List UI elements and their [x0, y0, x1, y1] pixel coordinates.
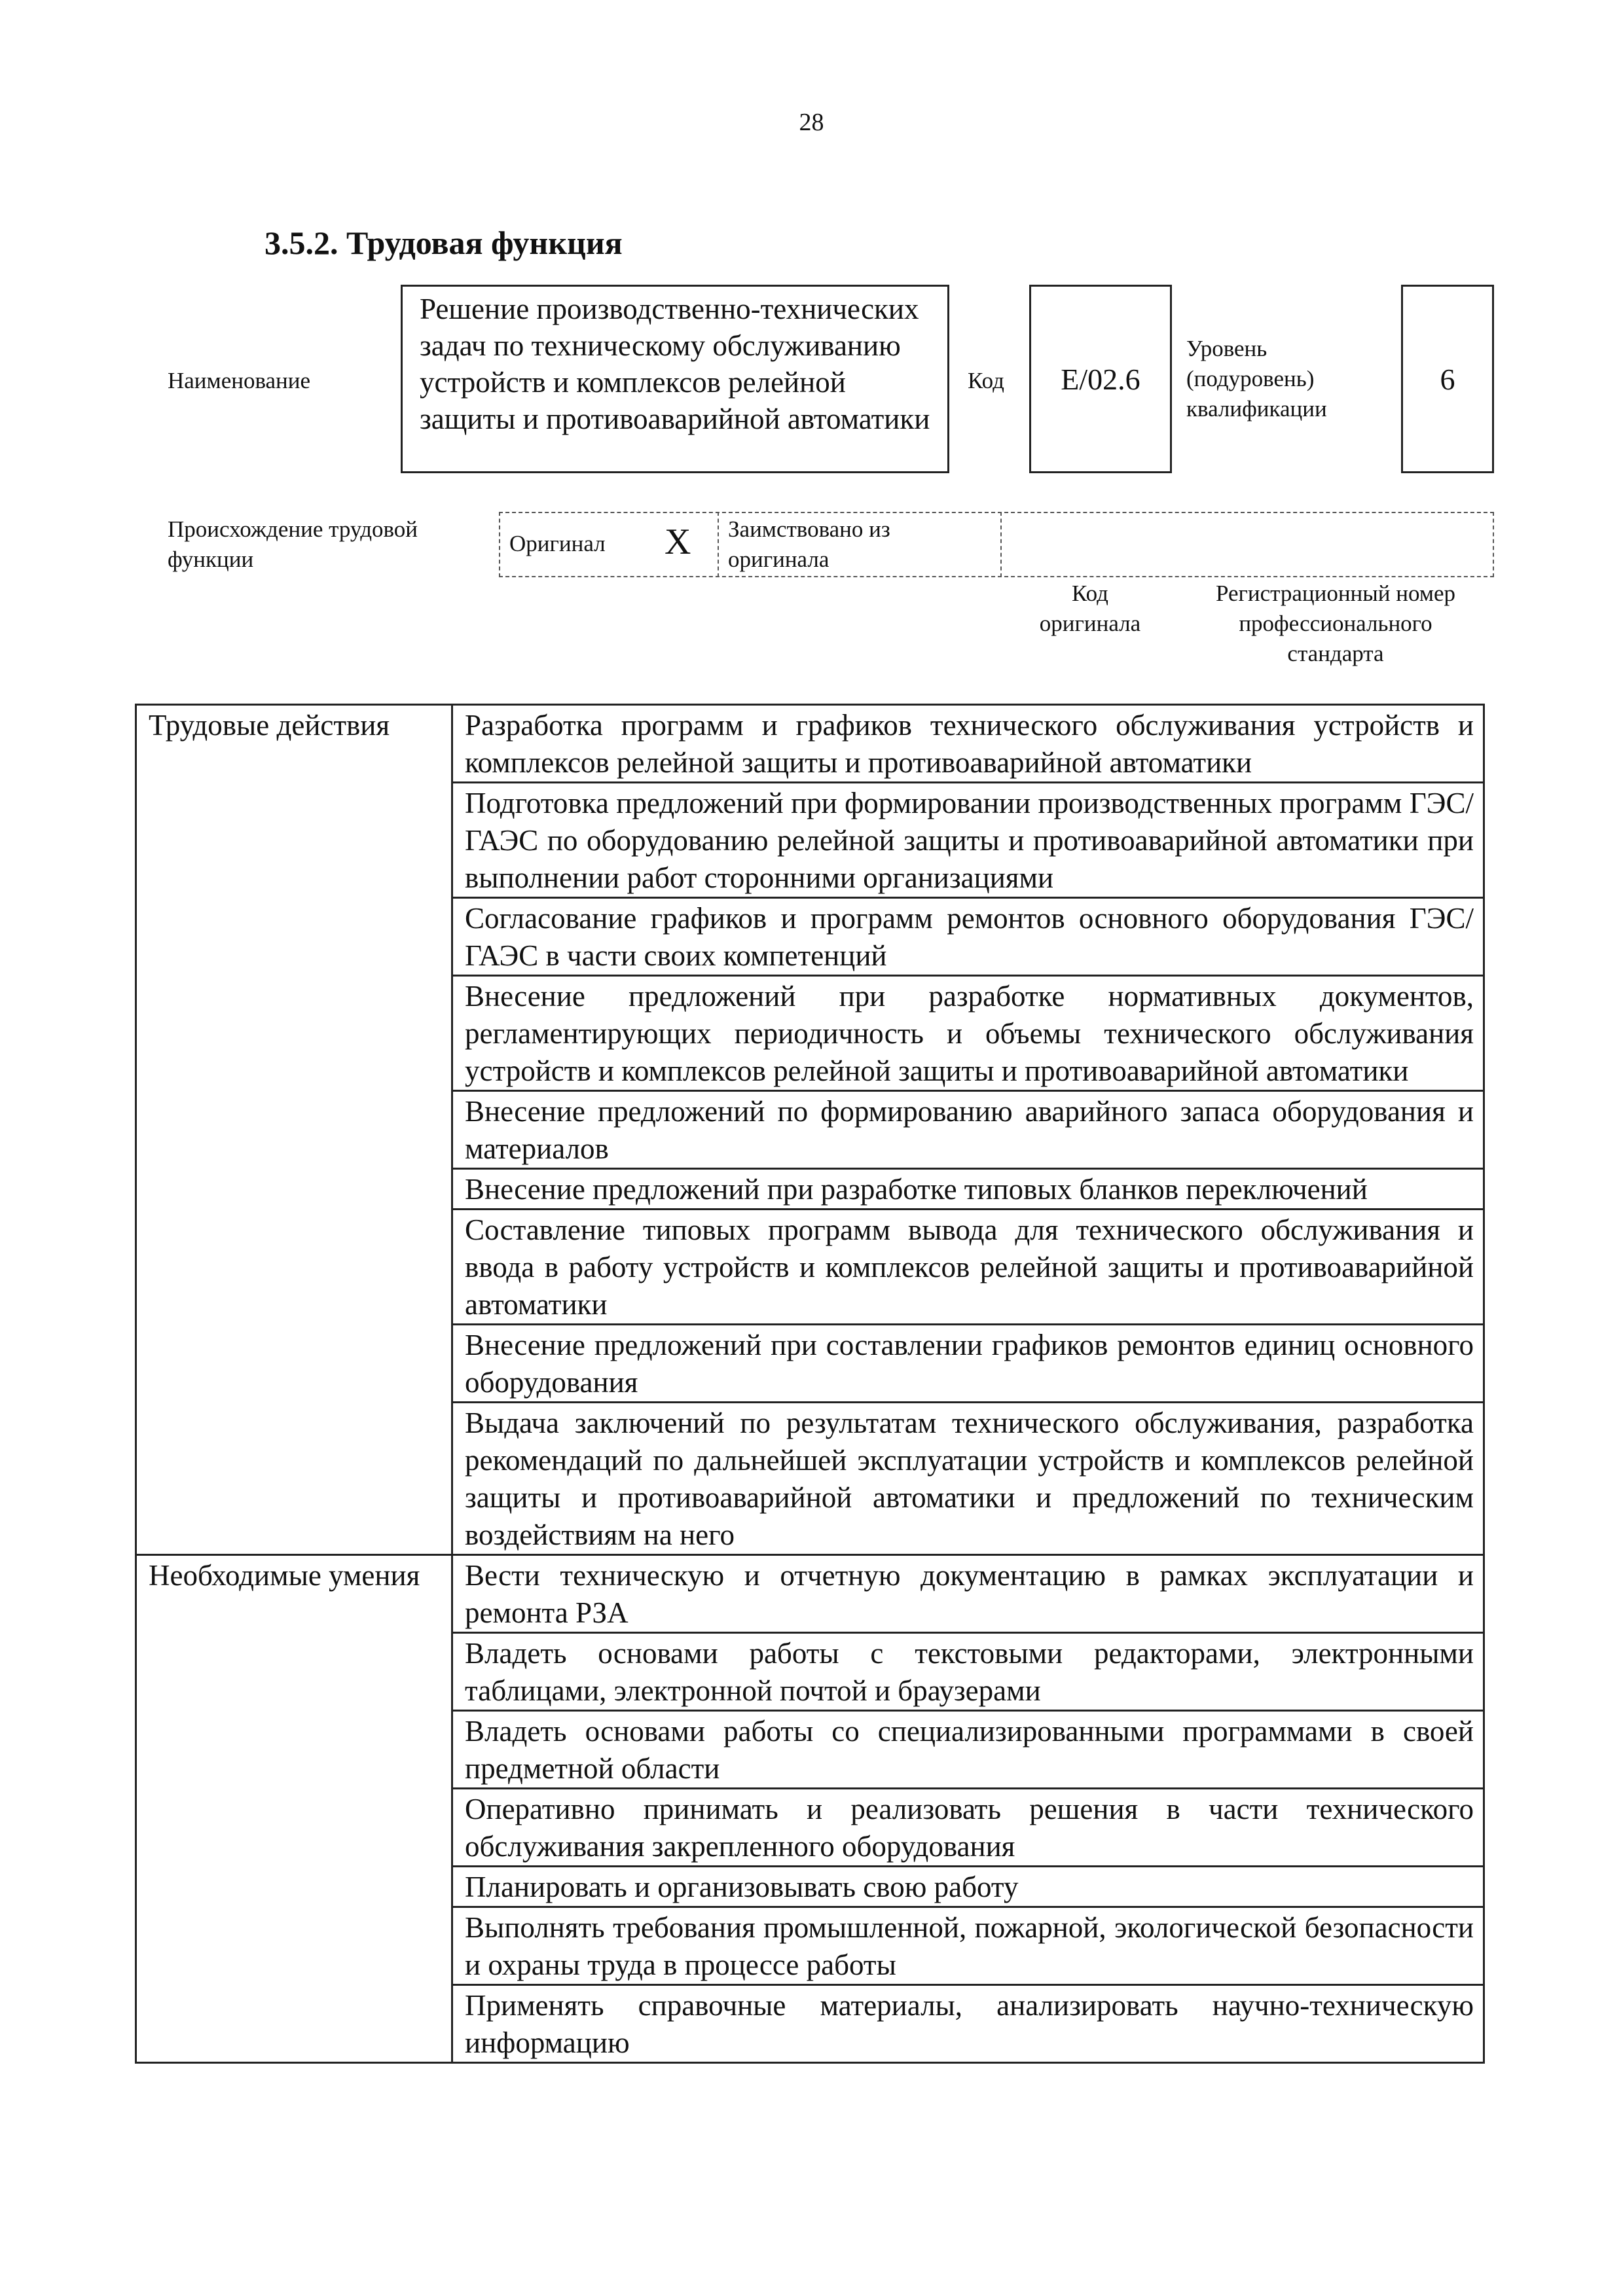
labor-action-item: Согласование графиков и программ ремонтов основного оборудования ГЭС/ГАЭС в части своих компетенций [452, 898, 1484, 976]
level-label: Уровень (подуровень) квалификации [1186, 336, 1327, 422]
original-mark: X [665, 522, 691, 562]
labor-action-item: Подготовка предложений при формировании производственных программ ГЭС/ГАЭС по оборудованию релейной защиты и противоаварийной автоматики при выполнении работ сторонними организациями [452, 783, 1484, 898]
labor-action-item: Внесение предложений при разработке нормативных документов, регламентирующих периодичность и объемы технического обслуживания устройств и комплексов релейной защиты и противоаварийной автоматики [452, 976, 1484, 1091]
labor-action-item: Разработка программ и графиков технического обслуживания устройств и комплексов релейной защиты и противоаварийной автоматики [452, 705, 1484, 783]
required-skill-item: Оперативно принимать и реализовать решения в части технического обслуживания закрепленного оборудования [452, 1789, 1484, 1867]
level-box [1401, 285, 1494, 473]
labor-function-table [135, 704, 1485, 2064]
required-skill-item: Вести техническую и отчетную документацию в рамках эксплуатации и ремонта РЗА [452, 1555, 1484, 1633]
required-skill-item: Планировать и организовывать свою работу [452, 1867, 1484, 1907]
labor-action-item: Выдача заключений по результатам технического обслуживания, разработка рекомендаций по дальнейшей эксплуатации устройств и комплексов релейной защиты и противоаварийной автоматики и предложений по техническим воздействиям на него [452, 1403, 1484, 1555]
required-skill-item: Применять справочные материалы, анализировать научно-техническую информацию [452, 1985, 1484, 2063]
code-label: Код [968, 368, 1004, 393]
required-skill-row [136, 1555, 1484, 1633]
borrowed-label: Заимствовано из оригинала [728, 516, 890, 572]
function-name-value: Решение производственно-технических задач по техническому обслуживанию устройств и комплексов релейной защиты и противоаварийной автоматики [420, 293, 930, 435]
code-origin-caption: Код оригинала [1039, 581, 1141, 636]
labor-action-item: Внесение предложений при разработке типовых бланков переключений [452, 1169, 1484, 1210]
labor-action-item: Составление типовых программ вывода для технического обслуживания и ввода в работу устройств и комплексов релейной защиты и противоаварийной автоматики [452, 1210, 1484, 1325]
labor-action-item: Внесение предложений при составлении графиков ремонтов единиц основного оборудования [452, 1325, 1484, 1403]
page-number: 28 [799, 109, 824, 136]
origin-strip [499, 512, 1494, 577]
origin-divider [718, 512, 719, 577]
reg-number-caption: Регистрационный номер профессионального стандарта [1215, 581, 1456, 666]
code-value: E/02.6 [1061, 362, 1140, 396]
section-title: 3.5.2. Трудовая функция [264, 224, 623, 261]
labor-action-category: Трудовые действия [136, 705, 452, 1555]
required-skill-category: Необходимые умения [136, 1555, 452, 2063]
name-label: Наименование [168, 368, 311, 393]
function-name-box [401, 285, 949, 473]
original-label: Оригинал [509, 531, 606, 556]
level-value: 6 [1440, 362, 1455, 396]
required-skill-item: Владеть основами работы со специализированными программами в своей предметной области [452, 1711, 1484, 1789]
required-skill-item: Владеть основами работы с текстовыми редакторами, электронными таблицами, электронной почтой и браузерами [452, 1633, 1484, 1711]
origin-label: Происхождение трудовой функции [168, 516, 418, 572]
origin-divider [1000, 512, 1002, 577]
labor-action-row [136, 705, 1484, 783]
labor-action-item: Внесение предложений по формированию аварийного запаса оборудования и материалов [452, 1091, 1484, 1169]
code-box [1029, 285, 1172, 473]
required-skill-item: Выполнять требования промышленной, пожарной, экологической безопасности и охраны труда в процессе работы [452, 1907, 1484, 1985]
